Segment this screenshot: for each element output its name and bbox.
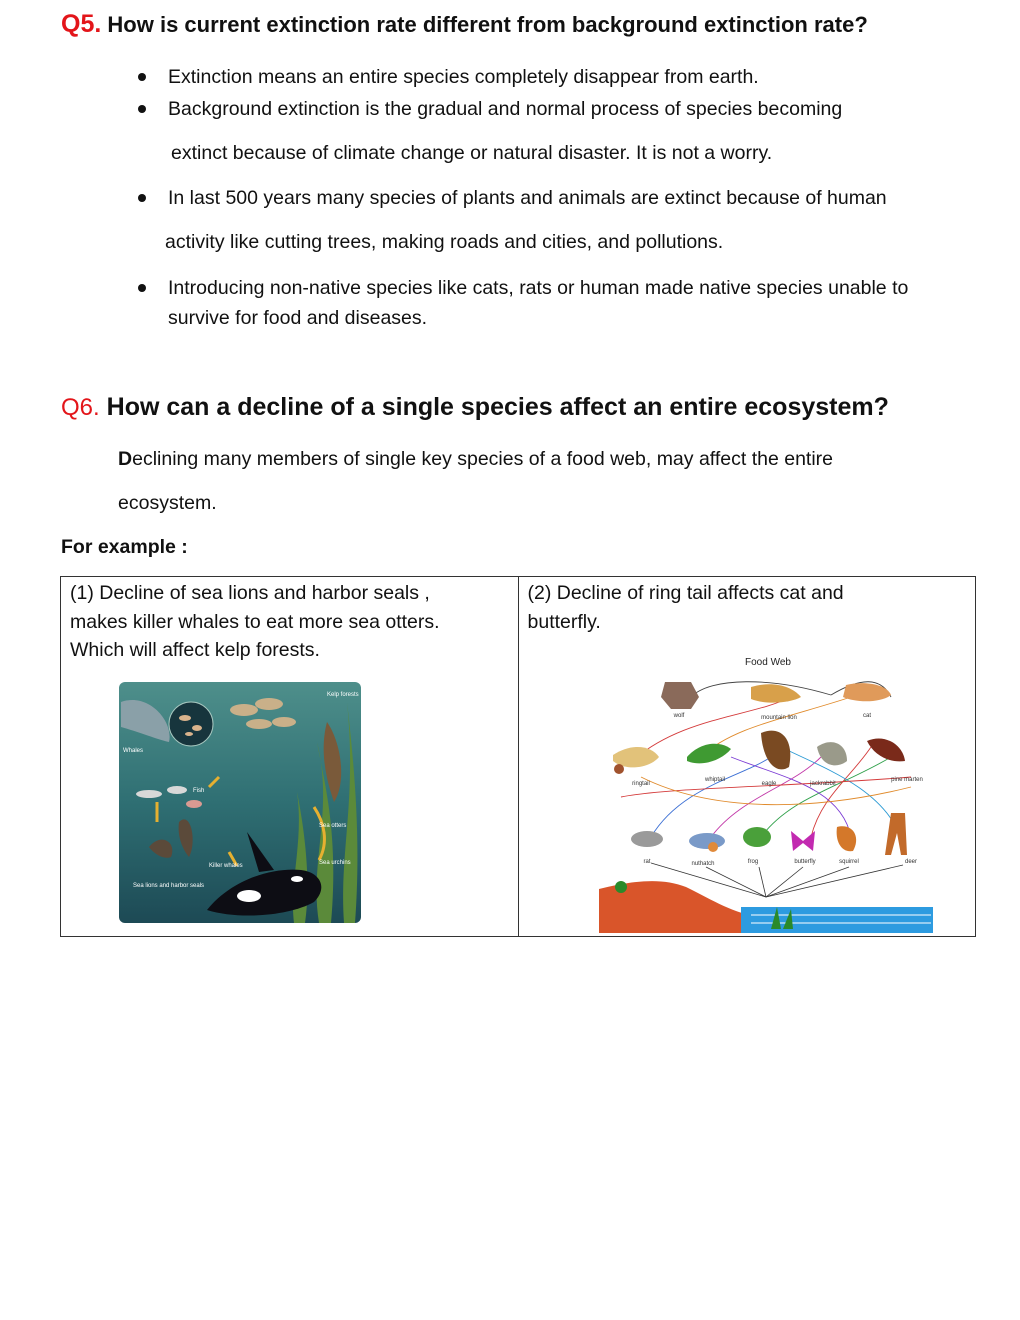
q5-bullet-3 <box>168 183 887 213</box>
bullet-text: In last 500 years many species of plants and animals are extinct because of human <box>168 187 887 209</box>
label-mountain-lion: mountain lion <box>760 715 797 721</box>
label-otters: Sea otters <box>319 823 347 829</box>
example-2-line: butterfly. <box>527 610 601 633</box>
food-web-illustration <box>591 637 945 933</box>
q6-answer-line-1 <box>118 444 833 474</box>
example-label: For example : <box>61 536 188 558</box>
bullet-icon <box>138 194 146 202</box>
kelp-forest-illustration <box>119 682 361 923</box>
q5-bullet-3-continued: activity like cutting trees, making roads and cities, and pollutions. <box>165 231 724 253</box>
example-1-line: Which will affect kelp forests. <box>70 639 320 661</box>
example-cell-1 <box>61 577 519 937</box>
label-whiptail: whiptail <box>704 777 725 783</box>
example-1-line: makes killer whales to eat more sea otters. <box>70 610 440 633</box>
q5-bullet-2-continued: extinct because of climate change or natural disaster. It is not a worry. <box>171 142 773 164</box>
example-2-text <box>528 579 844 636</box>
q5-heading <box>61 10 868 39</box>
answer-drop-letter: D <box>118 448 133 470</box>
examples-table <box>60 576 976 937</box>
label-killer-whales: Killer whales <box>209 863 243 869</box>
answer-text: eclining many members of single key species of a food web, may affect the entire <box>132 448 834 470</box>
example-cell-2 <box>518 577 976 937</box>
q5-bullet-2 <box>168 94 842 124</box>
q5-bullet-1 <box>168 62 759 92</box>
label-deer: deer <box>904 859 917 865</box>
bullet-text: Introducing non-native species like cats, rats or human made native species unable to <box>168 277 909 299</box>
label-frog: frog <box>747 859 758 865</box>
example-1-text <box>70 579 440 665</box>
bullet-icon <box>138 284 146 292</box>
example-2-line: (2) Decline of ring tail affects cat and <box>527 582 844 604</box>
bullet-text: Extinction means an entire species completely disappear from earth. <box>168 66 759 88</box>
label-sea-lions: Sea lions and harbor seals <box>133 883 205 889</box>
q6-number: Q6. <box>61 394 100 421</box>
bullet-text: Background extinction is the gradual and normal process of species becoming <box>168 98 843 120</box>
bullet-icon <box>138 105 146 113</box>
label-ringtail: ringtail <box>631 781 650 787</box>
label-butterfly: butterfly <box>793 859 816 865</box>
label-pine-marten: pine marten <box>890 777 923 783</box>
q5-number: Q5. <box>61 10 102 38</box>
label-kelp: Kelp forests <box>327 692 359 698</box>
food-web-title: Food Web <box>744 657 791 668</box>
label-wolf: wolf <box>673 713 684 719</box>
q5-title: How is current extinction rate different from background extinction rate? <box>107 12 868 37</box>
q6-answer-line-2: ecosystem. <box>118 492 217 514</box>
example-1-line: (1) Decline of sea lions and harbor seals , <box>70 582 430 604</box>
bullet-icon <box>138 73 146 81</box>
label-nuthatch: nuthatch <box>690 861 715 867</box>
label-fish: Fish <box>193 788 205 794</box>
label-rat: rat <box>642 859 651 865</box>
q6-title: How can a decline of a single species affect an entire ecosystem? <box>106 393 889 421</box>
q5-bullet-4 <box>168 273 908 303</box>
label-urchins: Sea urchins <box>319 860 351 866</box>
label-squirrel: squirrel <box>838 859 859 865</box>
label-cat: cat <box>862 713 871 719</box>
label-whales: Whales <box>123 748 144 754</box>
label-jackrabbit: jackrabbit <box>809 781 836 787</box>
q5-bullet-4-continued: survive for food and diseases. <box>168 307 428 329</box>
label-eagle: eagle <box>761 781 776 787</box>
q6-heading <box>61 393 889 422</box>
